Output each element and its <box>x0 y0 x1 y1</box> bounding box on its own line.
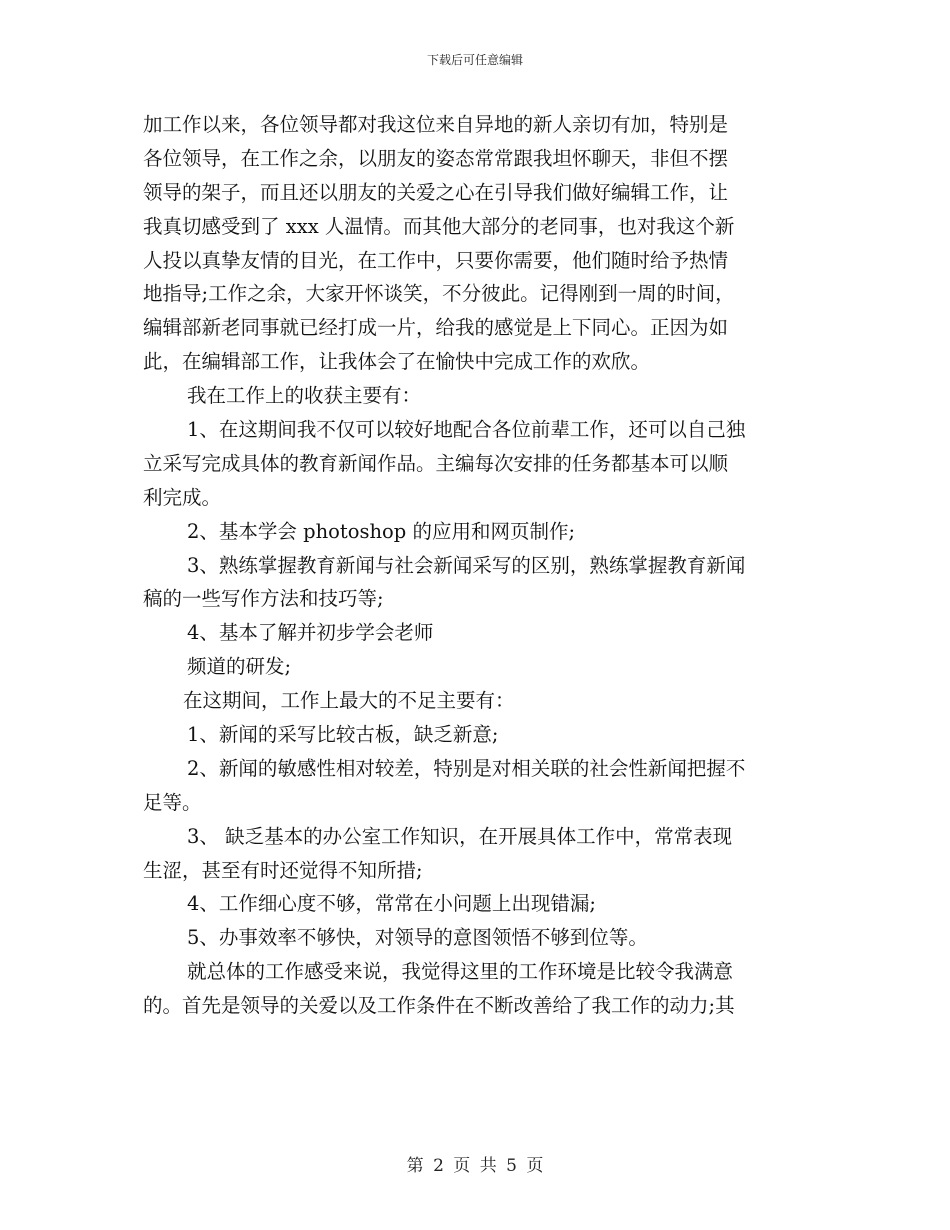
text-line: 4、工作细心度不够，常常在小问题上出现错漏; <box>187 892 596 916</box>
text-line: 立采写完成具体的教育新闻作品。主编每次安排的任务都基本可以顺 <box>143 451 729 475</box>
text-line: 稿的一些写作方法和技巧等; <box>143 587 384 611</box>
text-line: 生涩，甚至有时还觉得不知所措; <box>143 858 423 882</box>
text-line: 此，在编辑部工作，让我体会了在愉快中完成工作的欢欣。 <box>143 350 651 374</box>
page-footer: 第 2 页 共 5 页 <box>406 1156 544 1176</box>
text-line: 足等。 <box>143 790 202 814</box>
text-line: 在这期间，工作上最大的不足主要有： <box>183 689 515 713</box>
text-line: 就总体的工作感受来说，我觉得这里的工作环境是比较令我满意 <box>187 960 734 984</box>
text-line: 5、办事效率不够快，对领导的意图领悟不够到位等。 <box>187 926 648 950</box>
text-line: 3、熟练掌握教育新闻与社会新闻采写的区别，熟练掌握教育新闻 <box>187 553 746 577</box>
document-body <box>143 108 808 1023</box>
page-header: 下载后可任意编辑 <box>426 53 523 67</box>
text-line: 2、基本学会 photoshop 的应用和网页制作; <box>187 519 576 543</box>
text-line: 频道的研发; <box>187 655 292 679</box>
text-line: 2、新闻的敏感性相对较差，特别是对相关联的社会性新闻把握不 <box>187 756 746 780</box>
text-line: 1、在这期间我不仅可以较好地配合各位前辈工作，还可以自己独 <box>187 418 746 442</box>
text-line: 利完成。 <box>143 485 222 509</box>
text-line: 我在工作上的收获主要有： <box>187 384 422 408</box>
text-line: 3、 缺乏基本的办公室工作知识，在开展具体工作中，常常表现 <box>187 824 733 848</box>
text-line: 地指导;工作之余，大家开怀谈笑，不分彼此。记得刚到一周的时间， <box>143 282 735 306</box>
text-line: 4、基本了解并初步学会老师 <box>187 621 434 645</box>
text-line: 加工作以来，各位领导都对我这位来自异地的新人亲切有加，特别是 <box>143 113 729 136</box>
text-line: 的。首先是领导的关爱以及工作条件在不断改善给了我工作的动力;其 <box>143 994 735 1018</box>
text-line: 领导的架子，而且还以朋友的关爱之心在引导我们做好编辑工作，让 <box>143 180 729 204</box>
text-line: 编辑部新老同事就已经打成一片，给我的感觉是上下同心。正因为如 <box>143 316 729 340</box>
text-line: 1、新闻的采写比较古板，缺乏新意; <box>187 723 499 747</box>
text-line: 人投以真挚友情的目光，在工作中，只要你需要，他们随时给予热情 <box>143 248 729 272</box>
text-line: 我真切感受到了 xxx 人温情。而其他大部分的老同事，也对我这个新 <box>143 214 735 238</box>
text-line: 各位领导，在工作之余，以朋友的姿态常常跟我坦怀聊天，非但不摆 <box>143 146 729 170</box>
